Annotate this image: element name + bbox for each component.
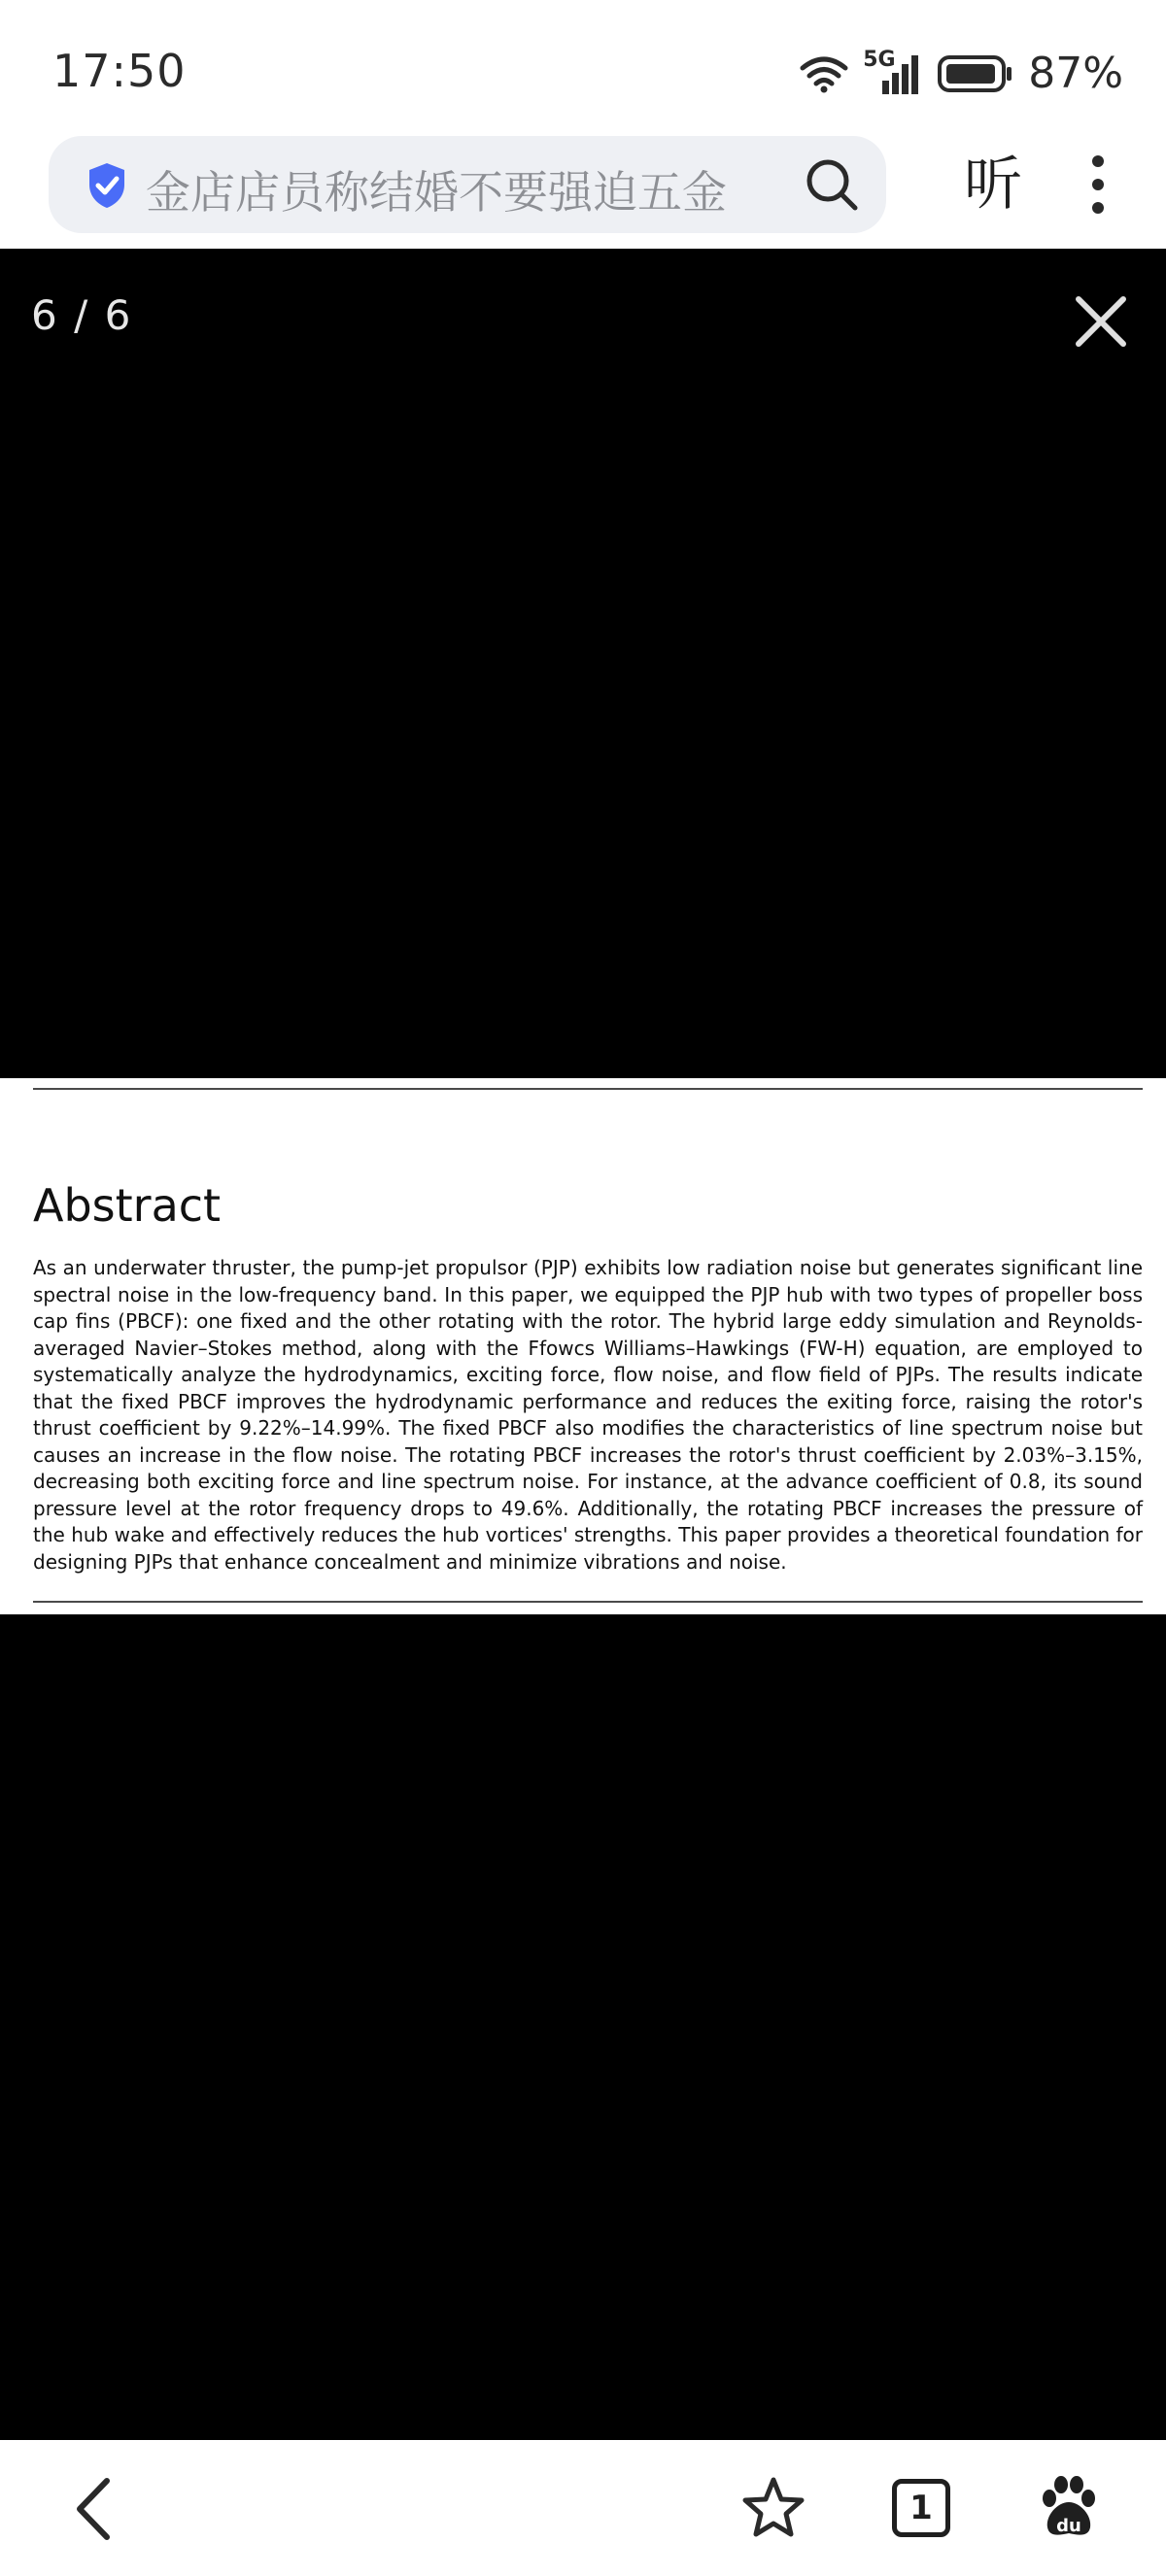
shield-icon <box>86 161 128 210</box>
search-bar[interactable] <box>49 136 886 233</box>
signal-indicator <box>863 47 923 96</box>
search-query[interactable]: 金店店员称结婚不要强迫五金 <box>146 166 727 219</box>
status-icons <box>799 49 1123 98</box>
status-bar <box>0 0 1166 126</box>
baidu-paw-icon[interactable] <box>1040 2473 1098 2541</box>
listen-button[interactable]: 听 <box>964 151 1022 219</box>
tabs-icon: 1 <box>892 2479 950 2537</box>
wifi-icon <box>799 54 849 93</box>
tabs-button[interactable] <box>892 2479 950 2537</box>
svg-text:du: du <box>1056 2516 1081 2536</box>
abstract-body: As an underwater thruster, the pump-jet propulsor (PJP) exhibits low radiation noise but generates significant line spectral noise in the low-frequency band. In this paper, we equipped the PJP hub with two types of propeller boss cap fins (PBCF): one fixed and the other rotating with the rotor. The hybrid large eddy simulation and Reynolds-averaged Navier–Stokes method, along with the Ffowcs Williams–Hawkings (FW-H) equation, are employed to systematically analyze the hydrodynamics, exciting force, flow noise, and flow field of PJPs. The results indicate that the fixed PBCF improves the hydrodynamic performance and reduces the exiting force, raising the rotor's thrust coefficient by 9.22%–14.99%. The fixed PBCF also modifies the characteristics of line spectrum noise but causes an increase in the flow noise. The rotating PBCF increases the rotor's thrust coefficient by 2.03%–3.15%, decreasing both exciting force and line spectrum noise. For instance, at the advance coefficient of 0.8, its sound pressure level at the rotor frequency drops to 49.6%. Additionally, the rotating PBCF increases the pressure of the hub wake and effectively reduces the hub vortices' strengths. This paper provides a theoretical foundation for designing PJPs that enhance concealment and minimize vibrations and noise. <box>33 1256 1143 1574</box>
network-type: 5G <box>863 47 896 72</box>
star-icon[interactable] <box>740 2475 806 2541</box>
image-viewer-backdrop-top <box>0 249 1166 1078</box>
page-counter: 6 / 6 <box>31 291 133 339</box>
search-icon[interactable] <box>805 157 859 212</box>
back-icon[interactable] <box>68 2475 126 2543</box>
abstract-image[interactable] <box>0 1078 1166 1614</box>
bottom-nav <box>0 2440 1166 2576</box>
abstract-heading: Abstract <box>33 1179 222 1232</box>
battery-percent: 87% <box>1028 49 1123 98</box>
battery-icon <box>937 54 1014 93</box>
divider-top <box>33 1088 1143 1090</box>
more-menu-icon[interactable] <box>1069 144 1127 225</box>
image-viewer-backdrop-bottom <box>0 1614 1166 2440</box>
status-time: 17:50 <box>52 45 187 97</box>
divider-bottom <box>33 1601 1143 1603</box>
signal-icon <box>863 51 923 96</box>
close-icon[interactable] <box>1067 288 1135 356</box>
